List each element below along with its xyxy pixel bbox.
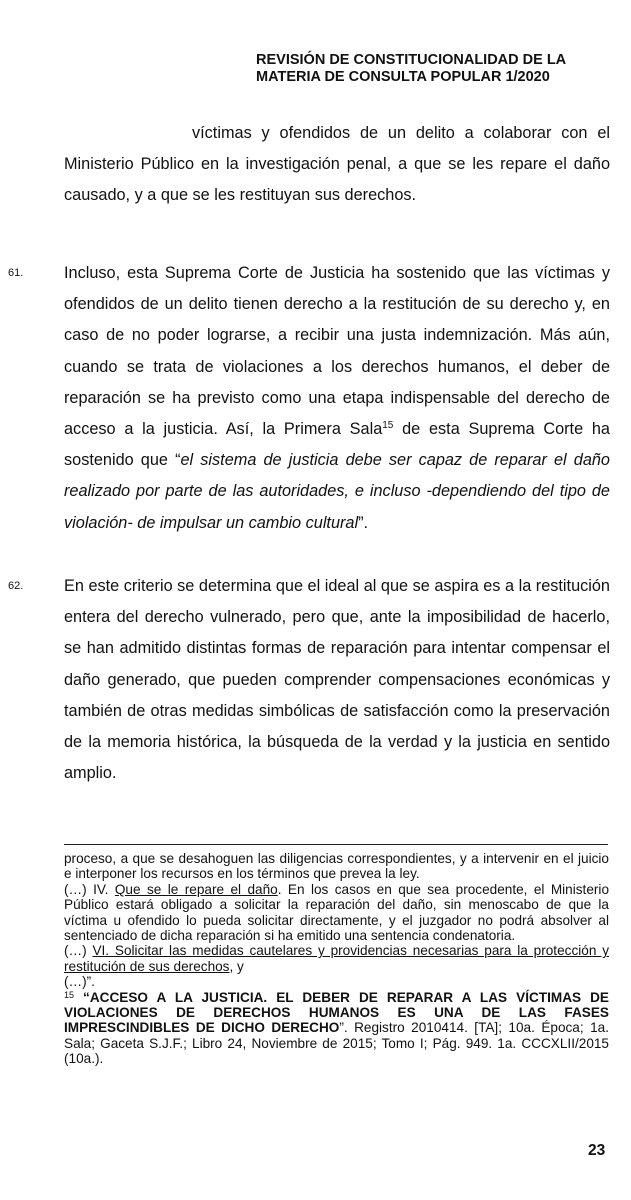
footnote-text-part: (…) — [64, 943, 93, 959]
paragraph-text — [64, 258, 610, 539]
footnote-bold-title: “ACCESO A LA JUSTICIA. EL DEBER DE REPARAR A LAS VÍCTIMAS DE VIOLACIONES DE DERECHOS HUMANOS ES UNA DE LAS FASES IMPRESCINDIBLES DE DICHO DERECHO — [64, 989, 609, 1036]
paragraph-number: 62. — [8, 580, 24, 592]
footnote-text-part: (…) IV. — [64, 881, 115, 897]
paragraph-text-part: Incluso, esta Suprema Corte de Justicia ha sostenido que las víctimas y ofendidos de un delito tienen derecho a la restitución de su derecho y, en caso de no poder lograrse, a recibir una justa indemnización. Más aún, cuando se trata de violaciones a los derechos humanos, el deber de reparación se ha previsto como una etapa indispensable del derecho de acceso a la justicia. Así, la Primera Sala — [64, 264, 610, 439]
paragraph-62 — [8, 571, 610, 789]
header-line-2: MATERIA DE CONSULTA POPULAR 1/2020 — [256, 69, 550, 85]
footnote-text-part: , y — [229, 958, 244, 974]
paragraph-number: 61. — [8, 267, 24, 279]
underlined-text: VI. Solicitar las medidas cautelares y providencias necesarias para la protección y restitución de sus derechos — [64, 943, 609, 974]
paragraph-text-part: de esta Suprema Corte ha sostenido que “ — [64, 420, 610, 470]
paragraph-text-part: ”. — [358, 513, 369, 532]
page-number: 23 — [588, 1142, 606, 1159]
paragraph-text: En este criterio se determina que el ideal al que se aspira es a la restitución entera del derecho vulnerado, pero que, ante la imposibilidad de hacerlo, se han admitido distintas formas de reparación para intentar compensar el daño generado, que pueden comprender compensaciones económicas y también de otras medidas simbólicas de satisfacción como la preservación de la memoria histórica, la búsqueda de la verdad y la justicia en sentido amplio. — [64, 577, 610, 783]
continued-paragraph-text: víctimas y ofendidos de un delito a colaborar con el Ministerio Público en la investigación penal, a que se les repare el daño causado, y a que se les restituyan sus derechos. — [64, 124, 610, 205]
paragraph-61 — [8, 258, 610, 539]
footnote-text-part: . En los casos en que sea procedente, el Ministerio Público estará obligado a solicitar la reparación del daño, sin menoscabo de que la víctima u ofendido lo pueda solicitar directamente, y el juzgador no podrá absolver al sentenciado de dicha reparación si ha emitido una sentencia condenatoria. — [64, 881, 610, 944]
footnote-reference[interactable]: 15 — [382, 420, 394, 432]
footnotes-section — [64, 851, 609, 1067]
continued-paragraph — [64, 118, 610, 212]
header-line-1: REVISIÓN DE CONSTITUCIONALIDAD DE LA — [256, 52, 567, 68]
underlined-text: Que se le repare el daño — [114, 881, 278, 897]
quoted-text: el sistema de justicia debe ser capaz de reparar el daño realizado por parte de las autoridades, e incluso -dependiendo del tipo de violación- de impulsar un cambio cultural — [64, 451, 610, 532]
document-header — [256, 52, 616, 86]
footnote-citation: ”. Registro 2010414. [TA]; 10a. Época; 1a. Sala; Gaceta S.J.F.; Libro 24, Noviembre de 2015; Tomo I; Pág. 949. 1a. CCCXLII/2015 (10a.). — [64, 1020, 609, 1067]
footnote-ellipsis: (…)”. — [64, 974, 95, 990]
footnote-item-iv — [64, 882, 609, 944]
footnote-marker: 15 — [64, 989, 75, 1000]
footnote-item-vi — [64, 943, 609, 974]
footnote-continued-text: proceso, a que se desahoguen las diligencias correspondientes, y a intervenir en el juicio e interponer los recursos en los términos que prevea la ley. — [64, 851, 609, 882]
footnote-15 — [64, 990, 609, 1067]
footnote-separator — [64, 844, 608, 845]
